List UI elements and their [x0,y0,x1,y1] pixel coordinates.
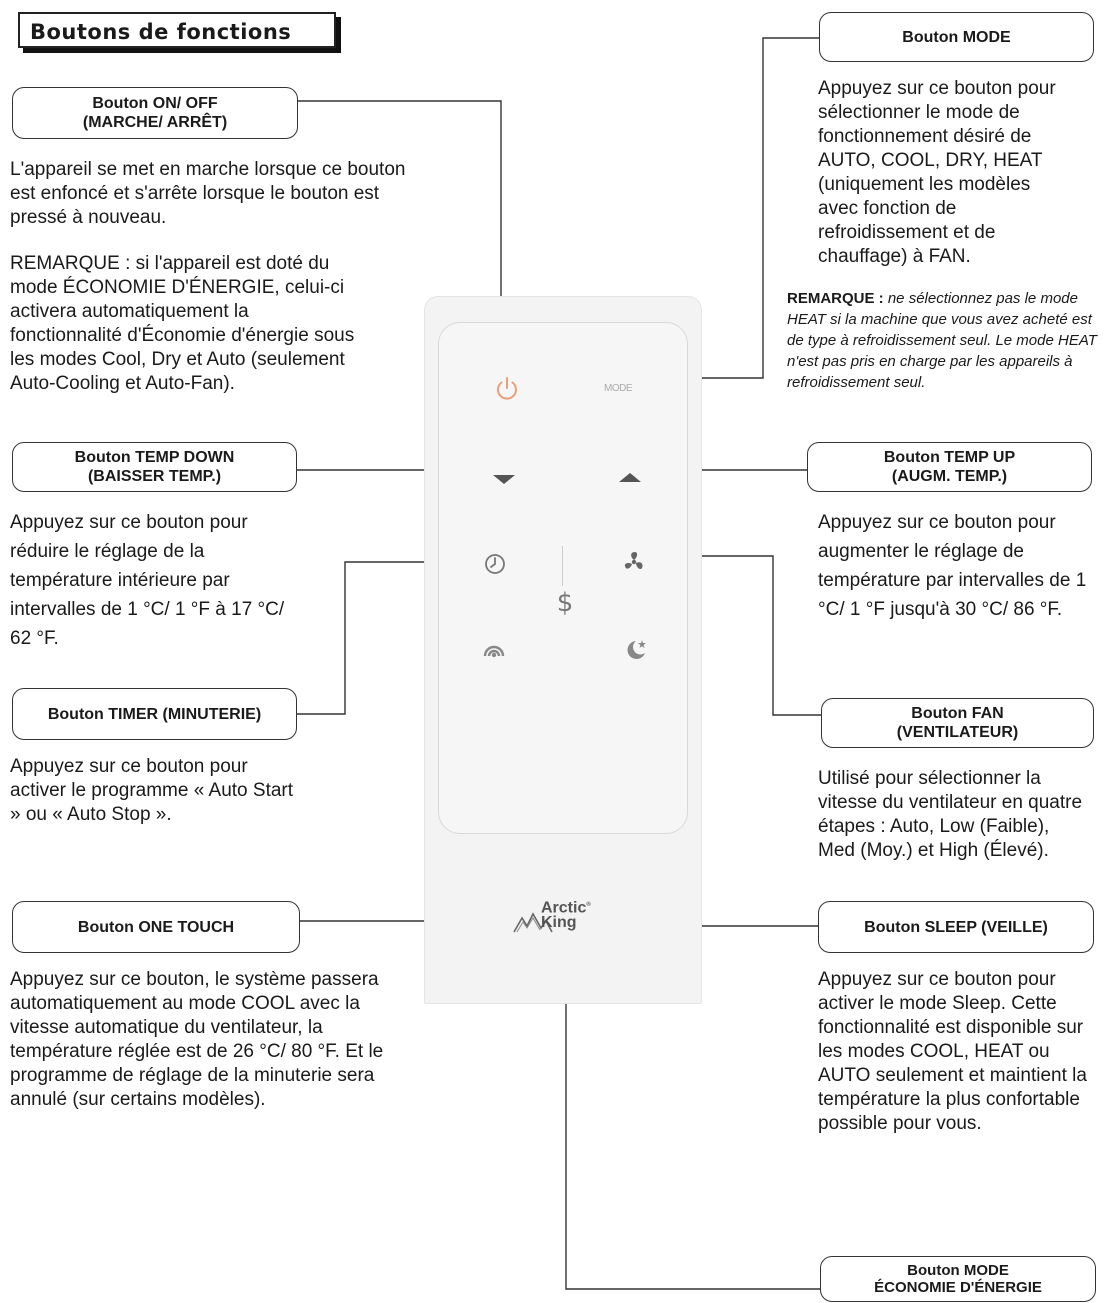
temp-up-description [818,508,1102,624]
label-temp-up [807,442,1092,492]
label-eco-line2: ÉCONOMIE D'ÉNERGIE [874,1279,1042,1296]
label-on-off-line2: (MARCHE/ ARRÊT) [82,114,228,131]
label-fan [821,698,1094,748]
one-touch-description [10,968,415,1112]
sleep-moon-icon [624,636,650,662]
eco-dollar-key: $ [556,588,574,618]
on-off-description [10,158,415,230]
brand-name-line1: Arctic [541,899,587,917]
label-eco-line1: Bouton MODE [907,1262,1009,1279]
fan-desc-text: Utilisé pour sélectionner la vitesse du ventilateur en quatre étapes : Auto, Low (Faible), Med (Moy.) et High (Élevé). [818,768,1083,861]
arctic-king-logo [513,896,623,936]
temp-up-desc-text: Appuyez sur ce bouton pour augmenter le réglage de température par intervalles de 1 °C/ 1 °F jusqu'à 30 °C/ 86 °F. [818,512,1087,620]
timer-description [10,755,305,827]
mode-desc-text: Appuyez sur ce bouton pour sélectionner le mode de fonctionnement désiré de AUTO, COOL, DRY, HEAT (uniquement les modèles avec fonction de refroidissement et de chauffage) à FAN. [818,78,1056,267]
temp-down-desc-text: Appuyez sur ce bouton pour réduire le réglage de la température intérieure par intervalles de 1 °C/ 1 °F à 17 °C/ 62 °F. [10,512,285,649]
one-touch-icon [482,638,506,660]
mode-description [818,77,1058,269]
timer-clock-icon [482,551,508,577]
fan-description [818,767,1090,863]
remote-divider [562,546,563,586]
fan-icon [620,548,648,576]
sleep-desc-text: Appuyez sur ce bouton pour activer le mode Sleep. Cette fonctionnalité est disponible sur les modes COOL, HEAT ou AUTO seulement et maintient la température la plus confortable possible pour vous. [818,969,1087,1134]
temp-down-description [10,508,300,653]
sleep-description [818,968,1102,1136]
label-eco-mode [820,1256,1096,1302]
label-temp-down [12,442,297,492]
label-timer: Bouton TIMER (MINUTERIE) [12,688,297,740]
mode-note-text: ne sélectionnez pas le mode HEAT si la machine que vous avez acheté est de type à refroidissement seul. Le mode HEAT n'est pas pris en charge par les appareils à refroidissement seul. [787,290,1097,391]
label-sleep: Bouton SLEEP (VEILLE) [818,901,1094,953]
label-fan-line2: (VENTILATEUR) [896,724,1019,741]
label-fan-line1: Bouton FAN [911,705,1004,722]
remote-mode-key: MODE [604,383,632,394]
down-arrow-icon [491,472,517,486]
on-off-note-text: REMARQUE : si l'appareil est doté du mode ÉCONOMIE D'ÉNERGIE, celui-ci activera automatiquement la fonctionnalité d'Économie d'énergie sous les modes Cool, Dry et Auto (seulement Auto-Cooling et Auto-Fan). [10,253,355,394]
brand-name-line2: King [541,914,577,932]
on-off-note [10,252,365,396]
label-mode: Bouton MODE [819,12,1094,62]
label-temp-up-line2: (AUGM. TEMP.) [891,468,1008,485]
one-touch-desc-text: Appuyez sur ce bouton, le système passera automatiquement au mode COOL avec la vitesse automatique du ventilateur, la température réglée est de 26 °C/ 80 °F. Et le programme de réglage de la minuterie sera annulé (sur certains modèles). [10,969,384,1110]
up-arrow-icon [617,470,643,484]
brand-trademark: ® [586,902,591,908]
section-title: Boutons de fonctions [18,12,336,48]
label-temp-down-line2: (BAISSER TEMP.) [87,468,222,485]
power-icon [492,373,522,403]
label-temp-down-line1: Bouton TEMP DOWN [74,449,235,466]
remote-button-panel [438,322,688,834]
mode-note [787,288,1099,393]
label-one-touch: Bouton ONE TOUCH [12,901,300,953]
timer-desc-text: Appuyez sur ce bouton pour activer le programme « Auto Start » ou « Auto Stop ». [10,756,294,825]
mode-note-label: REMARQUE : [787,290,884,307]
label-temp-up-line1: Bouton TEMP UP [883,449,1016,466]
label-on-off [12,87,298,139]
label-on-off-line1: Bouton ON/ OFF [92,95,218,112]
on-off-desc-text: L'appareil se met en marche lorsque ce bouton est enfoncé et s'arrête lorsque le bouton est pressé à nouveau. [10,159,406,228]
